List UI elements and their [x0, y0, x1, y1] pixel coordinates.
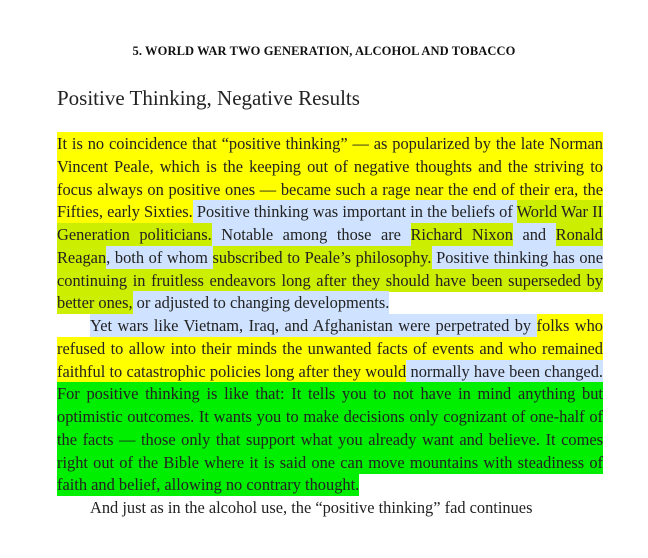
paragraph-2 [57, 315, 603, 497]
highlight-blue: Notable among those are [211, 225, 411, 244]
body-text [57, 133, 603, 520]
highlight-blue: and [512, 225, 556, 244]
chapter-header: 5. WORLD WAR TWO GENERATION, ALCOHOL AND TOBACCO [132, 44, 516, 58]
paragraph-1 [57, 133, 603, 315]
highlight-lime: World War II Generation politicians. [57, 202, 604, 244]
paragraph-3 [57, 497, 603, 520]
highlight-blue: Positive thinking has one [431, 247, 603, 267]
highlight-blue: Positive thinking was important in the beliefs of [192, 202, 517, 222]
highlight-blue: normally have been changed. [406, 361, 603, 381]
section-title: Positive Thinking, Negative Results [57, 86, 360, 110]
highlight-blue: or adjusted to changing developments. [132, 293, 390, 313]
highlight-green: For positive thinking is like that: It tells you to not have in mind anything but optimistic outcomes. It wants you to make decisions only cognizant of one-half of the facts — those only that support what you already want and believe. It comes right out of the Bible where it is said one can move mountains with steadiness of faith and belief, allowing no contrary thought. [57, 384, 603, 495]
highlight-lime: subscribed to Peale’s philosophy. [212, 247, 432, 267]
highlight-yellow: folks who refused to allow into their minds the unwanted facts of events and who remained faithful to catastrophic policies long after they would [57, 316, 603, 381]
highlight-blue: Yet wars like Vietnam, Iraq, and Afghanistan were perpetrated by [90, 316, 537, 335]
highlight-blue: , both of whom [106, 247, 213, 267]
highlight-lime: continuing in fruitless endeavors long after they should have been superseded by better ones, [57, 270, 603, 313]
highlight-yellow: It is no coincidence that “positive thinking” — as popularized by the late Norman Vincent Peale, which is the keeping out of negative thoughts and the striving to focus always on positive ones — became such a rage near the end of their era, the Fifties, early Sixties. [57, 134, 603, 222]
highlight-lime: Ronald Reagan [57, 225, 603, 267]
paragraph-text: And just as in the alcohol use, the “positive thinking” fad continues [90, 498, 533, 517]
highlight-lime: Richard Nixon [410, 225, 513, 244]
